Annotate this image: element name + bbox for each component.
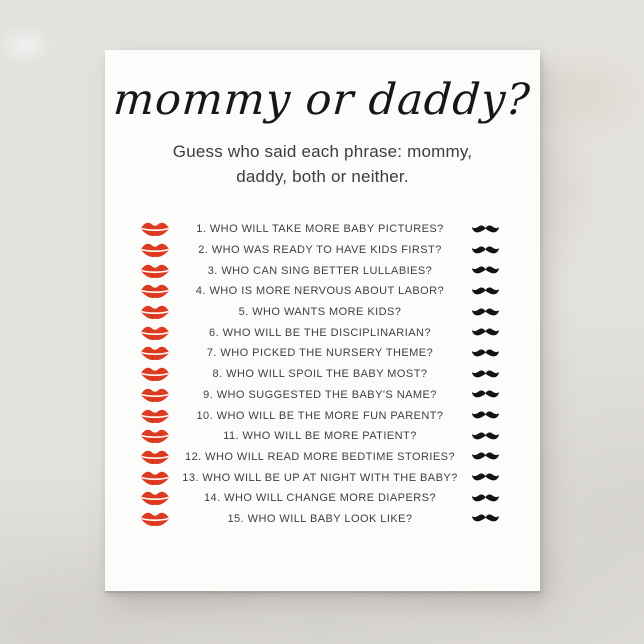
subtitle-line-1: Guess who said each phrase: mommy, bbox=[172, 142, 473, 161]
lips-icon bbox=[140, 407, 170, 425]
question-label: 5. WHO WANTS MORE KIDS? bbox=[238, 306, 402, 319]
question-row bbox=[105, 281, 540, 302]
lips-icon bbox=[140, 510, 170, 528]
question-label: 3. WHO CAN SING BETTER LULLABIES? bbox=[207, 264, 433, 277]
subtitle-line-2: daddy, both or neither. bbox=[236, 166, 409, 186]
mustache-icon bbox=[470, 348, 500, 359]
mustache-icon bbox=[470, 286, 500, 297]
question-row bbox=[105, 426, 540, 447]
question-label: 6. WHO WILL BE THE DISCIPLINARIAN? bbox=[209, 326, 431, 339]
question-list bbox=[105, 219, 540, 529]
question-row bbox=[105, 488, 540, 509]
mustache-icon bbox=[470, 410, 500, 421]
question-row bbox=[105, 364, 540, 385]
question-label: 9. WHO SUGGESTED THE BABY'S NAME? bbox=[203, 388, 437, 401]
question-label: 4. WHO IS MORE NERVOUS ABOUT LABOR? bbox=[195, 285, 445, 298]
question-label: 11. WHO WILL BE MORE PATIENT? bbox=[223, 430, 417, 443]
mustache-icon bbox=[470, 513, 500, 524]
mustache-icon bbox=[470, 265, 500, 276]
mustache-icon bbox=[470, 431, 500, 442]
lips-icon bbox=[140, 241, 170, 259]
question-label: 15. WHO WILL BABY LOOK LIKE? bbox=[227, 512, 413, 525]
mustache-icon bbox=[470, 493, 500, 504]
game-card bbox=[105, 50, 540, 591]
lips-icon bbox=[140, 262, 170, 280]
question-row bbox=[105, 240, 540, 261]
question-row bbox=[105, 447, 540, 468]
mustache-icon bbox=[470, 451, 500, 462]
question-label: 2. WHO WAS READY TO HAVE KIDS FIRST? bbox=[198, 244, 442, 257]
lips-icon bbox=[140, 344, 170, 362]
mustache-icon bbox=[470, 389, 500, 400]
question-row bbox=[105, 467, 540, 488]
lips-icon bbox=[140, 220, 170, 238]
mustache-icon bbox=[470, 245, 500, 256]
lips-icon bbox=[140, 386, 170, 404]
question-label: 7. WHO PICKED THE NURSERY THEME? bbox=[206, 347, 434, 360]
question-label: 12. WHO WILL READ MORE BEDTIME STORIES? bbox=[185, 450, 455, 463]
lips-icon bbox=[140, 282, 170, 300]
mustache-icon bbox=[470, 472, 500, 483]
lips-icon bbox=[140, 324, 170, 342]
question-label: 13. WHO WILL BE UP AT NIGHT WITH THE BABY? bbox=[182, 471, 458, 484]
card-subtitle bbox=[105, 140, 540, 189]
question-row bbox=[105, 219, 540, 240]
question-label: 1. WHO WILL TAKE MORE BABY PICTURES? bbox=[196, 223, 444, 236]
question-row bbox=[105, 343, 540, 364]
lips-icon bbox=[140, 469, 170, 487]
mustache-icon bbox=[470, 224, 500, 235]
card-title: mommy or daddy? bbox=[111, 75, 533, 125]
question-row bbox=[105, 322, 540, 343]
question-row bbox=[105, 260, 540, 281]
lips-icon bbox=[140, 448, 170, 466]
question-row bbox=[105, 302, 540, 323]
question-label: 14. WHO WILL CHANGE MORE DIAPERS? bbox=[203, 492, 437, 505]
question-row bbox=[105, 385, 540, 406]
mustache-icon bbox=[470, 327, 500, 338]
question-label: 8. WHO WILL SPOIL THE BABY MOST? bbox=[212, 368, 428, 381]
lips-icon bbox=[140, 427, 170, 445]
lips-icon bbox=[140, 365, 170, 383]
question-label: 10. WHO WILL BE THE MORE FUN PARENT? bbox=[196, 409, 444, 422]
lips-icon bbox=[140, 303, 170, 321]
lips-icon bbox=[140, 489, 170, 507]
question-row bbox=[105, 405, 540, 426]
mustache-icon bbox=[470, 307, 500, 318]
question-row bbox=[105, 509, 540, 530]
mustache-icon bbox=[470, 369, 500, 380]
